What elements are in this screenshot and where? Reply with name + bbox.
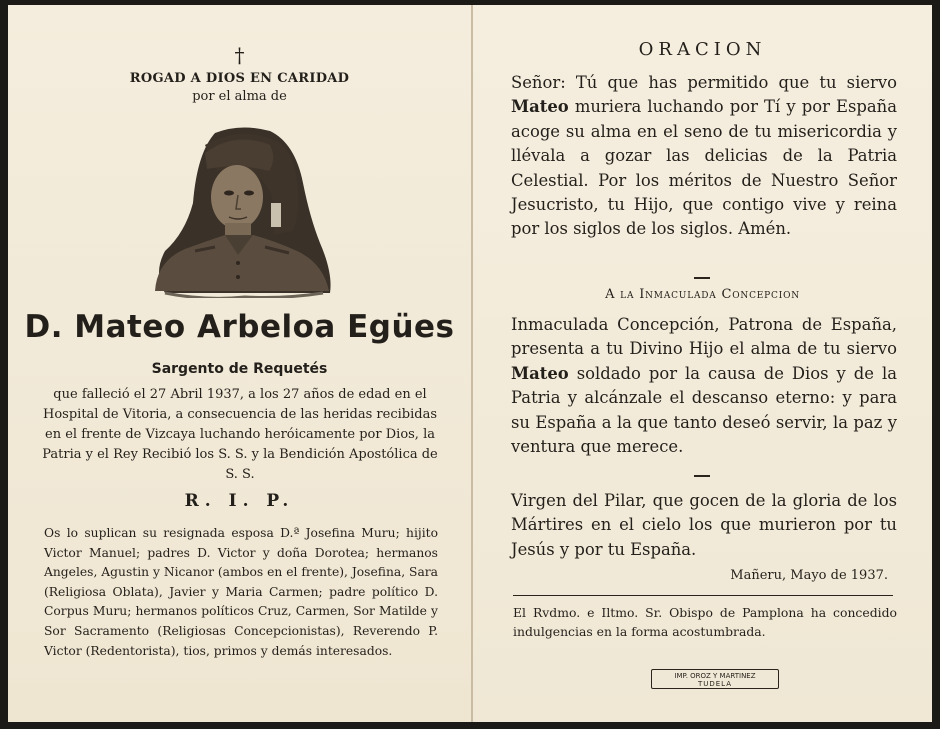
deceased-name: D. Mateo Arbeloa Egües xyxy=(24,309,455,345)
divider xyxy=(694,277,710,279)
printer-city: TUDELA xyxy=(697,680,733,688)
inmaculada-text xyxy=(511,313,897,459)
left-page xyxy=(8,5,471,722)
rogad-heading: ROGAD A DIOS EN CARIDAD xyxy=(129,71,350,86)
place-date: Mañeru, Mayo de 1937. xyxy=(730,568,888,583)
right-page xyxy=(471,5,932,722)
inmaculada-name: Mateo xyxy=(511,363,569,383)
alma-subheading: por el alma de xyxy=(192,89,287,104)
soldier-portrait xyxy=(145,123,335,298)
oracion-heading: ORACION xyxy=(638,39,767,60)
oracion-text-part1: Señor: Tú que has permitido que tu siervo xyxy=(511,73,897,92)
cross-icon: † xyxy=(234,43,245,67)
death-notice-text: que falleció el 27 Abril 1937, a los 27 años de edad en el Hospital de Vitoria, a consecuencia de las heridas recibidas en el frente de Vizcaya luchando heróicamente por Dios, la Patria y el Rey Recibió los S. S. y la Bendición Apostólica de S. S. xyxy=(42,387,438,482)
family-request-text: Os lo suplican su resignada esposa D.ª Josefina Muru; hijito Victor Manuel; padres D. Victor y doña Dorotea; hermanos Angeles, Agustin y Nicanor (ambos en el frente), Josefina, Sara (Religiosa Oblata), Javier y Maria Carmen; padre político D. Corpus Muru; hermanos políticos Cruz, Carmen, Sor Matilde y Sor Sacramento (Religiosas Concepcionistas), Reverendo P. Victor (Redentorista), tios, primos y demás interesados. xyxy=(44,526,438,658)
printer-name: IMP. OROZ Y MARTINEZ xyxy=(674,672,756,680)
virgen-pilar-text: Virgen del Pilar, que gocen de la gloria de los Mártires en el cielo los que murieron por tu Jesús y por tu España. xyxy=(511,491,897,559)
rip-heading: R. I. P. xyxy=(184,491,295,511)
indulgence-note: El Rvdmo. e Iltmo. Sr. Obispo de Pamplona ha concedido indulgencias en la forma acostumbrada. xyxy=(513,605,897,639)
oracion-text xyxy=(511,71,897,242)
separator-line xyxy=(513,595,893,596)
inmaculada-text-part2: soldado por la causa de Dios y de la Patria y alcánzale el descanso eterno: y para su España a la que tanto deseó servir, la paz y ventura que merece. xyxy=(511,363,897,457)
inmaculada-heading: A la Inmaculada Concepcion xyxy=(605,287,800,302)
divider xyxy=(694,475,710,477)
deceased-rank: Sargento de Requetés xyxy=(151,361,328,377)
oracion-name: Mateo xyxy=(511,97,569,117)
oracion-text-part2: muriera luchando por Tí y por España acoge su alma en el seno de tu misericordia y llévala a gozar las delicias de la Patria Celestial. Por los méritos de Nuestro Señor Jesucristo, tu Hijo, que contigo vive y reina por los siglos de los siglos. Amén. xyxy=(511,97,897,239)
memorial-card xyxy=(8,5,932,722)
printer-mark xyxy=(651,669,779,689)
inmaculada-text-part1: Inmaculada Concepción, Patrona de España, presenta a tu Divino Hijo el alma de tu siervo xyxy=(511,315,897,359)
